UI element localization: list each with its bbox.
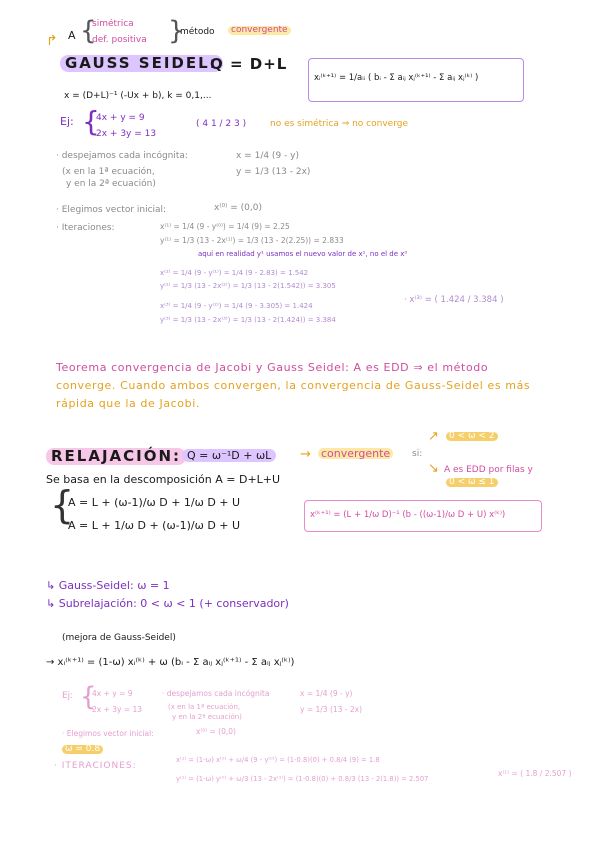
relax-result: x⁽¹⁾ = ( 1.8 / 2.507 ) bbox=[498, 769, 572, 778]
relax-si: si: bbox=[412, 449, 423, 459]
theorem-line2: converge. Cuando ambos convergen, la convergencia de Gauss-Seidel es más bbox=[56, 379, 531, 392]
relax-brace-icon: { bbox=[50, 483, 75, 527]
relax-cond2: A es EDD por filas y bbox=[444, 465, 533, 475]
theorem-line3: rápida que la de Jacobi. bbox=[56, 397, 200, 410]
relax-sys2: 2x + 3y = 13 bbox=[92, 705, 143, 714]
relax-cond3: 0 < ω ≤ 1 bbox=[446, 478, 498, 487]
curved-arrow-icon: ↱ bbox=[46, 33, 58, 49]
relax-ej-label: Ej: bbox=[62, 691, 74, 701]
convergente-top: convergente bbox=[228, 26, 291, 35]
gauss-result: · x⁽³⁾ = ( 1.424 / 3.384 ) bbox=[404, 295, 504, 305]
gauss-x-eq: x = 1/4 (9 - y) bbox=[236, 151, 299, 161]
relax-y-en: y en la 2ª ecuación) bbox=[172, 713, 242, 721]
gauss-it2: y⁽¹⁾ = 1/3 (13 - 2x⁽¹⁾) = 1/3 (13 - 2(2.25)) = 2.833 bbox=[160, 236, 344, 245]
relax-a1: A = L + (ω-1)/ω D + 1/ω D + U bbox=[68, 496, 241, 509]
theorem-line1: Teorema convergencia de Jacobi y Gauss Seidel: A es EDD ⇒ el método bbox=[56, 361, 489, 374]
relax-q: Q = ω⁻¹D + ωL bbox=[182, 449, 276, 462]
relax-box-formula: x⁽ᵏ⁺¹⁾ = (L + 1/ω D)⁻¹ (b - ((ω-1)/ω D + U) x⁽ᵏ⁾) bbox=[310, 510, 506, 520]
relax-system-brace-icon: { bbox=[80, 682, 97, 712]
relax-despejamos: · despejamos cada incógnita bbox=[162, 689, 270, 698]
gauss-y-en: y en la 2ª ecuación) bbox=[66, 179, 156, 189]
relax-x-en: (x en la 1ª ecuación, bbox=[168, 703, 241, 711]
system-brace-icon: { bbox=[82, 105, 100, 138]
gauss-ej-label: Ej: bbox=[60, 115, 74, 128]
gauss-it3: x⁽²⁾ = 1/4 (9 - y⁽¹⁾) = 1/4 (9 - 2.83) = 1.542 bbox=[160, 269, 309, 277]
relax-it1: x⁽¹⁾ = (1-ω) x⁽⁰⁾ + ω/4 (9 - y⁽⁰⁾) = (1-0.8)(0) + 0.8/4 (9) = 1.8 bbox=[176, 756, 380, 764]
relax-cond1: 0 < ω < 2 bbox=[446, 432, 498, 441]
branch-up-icon: ↗ bbox=[428, 429, 439, 444]
gauss-x-en: (x en la 1ª ecuación, bbox=[62, 167, 155, 177]
brace-close-icon: } bbox=[168, 16, 185, 46]
relax-x0: x⁽⁰⁾ = (0,0) bbox=[196, 727, 236, 736]
gauss-no-sym: no es simétrica ⇒ no converge bbox=[270, 119, 408, 129]
branch-down-icon: ↘ bbox=[428, 461, 439, 476]
brace-icon: { bbox=[80, 16, 97, 46]
relax-sub: ↳ Subrelajación: 0 < ω < 1 (+ conservador) bbox=[46, 597, 289, 610]
defpos-text: def. positiva bbox=[92, 35, 147, 45]
relax-a2: A = L + 1/ω D + (ω-1)/ω D + U bbox=[68, 519, 241, 532]
gauss-iter-formula: x = (D+L)⁻¹ (-Ux + b), k = 0,1,... bbox=[64, 91, 212, 101]
gauss-y-eq: y = 1/3 (13 - 2x) bbox=[236, 167, 311, 177]
relax-it2: y⁽¹⁾ = (1-ω) y⁽⁰⁾ + ω/3 (13 - 2x⁽¹⁾) = (1-0.8)(0) + 0.8/3 (13 - 2(1.8)) = 2.507 bbox=[176, 775, 429, 783]
relax-x-eq: x = 1/4 (9 - y) bbox=[300, 689, 353, 698]
gauss-sys2: 2x + 3y = 13 bbox=[96, 129, 157, 139]
gauss-box-formula: xᵢ⁽ᵏ⁺¹⁾ = 1/aᵢᵢ ( bᵢ - Σ aᵢⱼ xⱼ⁽ᵏ⁺¹⁾ - Σ aᵢⱼ xⱼ⁽ᵏ⁾ ) bbox=[314, 73, 479, 83]
gauss-it1: x⁽¹⁾ = 1/4 (9 - y⁽⁰⁾) = 1/4 (9) = 2.25 bbox=[160, 222, 290, 231]
relax-convergente: convergente bbox=[318, 448, 393, 459]
gauss-it5: x⁽³⁾ = 1/4 (9 - y⁽²⁾) = 1/4 (9 - 3.305) = 1.424 bbox=[160, 302, 313, 310]
gauss-it6: y⁽³⁾ = 1/3 (13 - 2x⁽³⁾) = 1/3 (13 - 2(1.424)) = 3.384 bbox=[160, 316, 336, 324]
gauss-title: GAUSS SEIDEL: bbox=[60, 55, 223, 72]
gauss-iteraciones: · Iteraciones: bbox=[56, 223, 115, 233]
relax-omega: ω = 0.8 bbox=[62, 745, 103, 754]
metodo-text: método bbox=[180, 27, 215, 37]
gauss-it4: y⁽²⁾ = 1/3 (13 - 2x⁽²⁾) = 1/3 (13 - 2(1.542)) = 3.305 bbox=[160, 282, 336, 290]
relax-elegimos: · Elegimos vector inicial: bbox=[62, 729, 154, 738]
gauss-elegimos: · Elegimos vector inicial: bbox=[56, 205, 167, 215]
a-label: A bbox=[68, 29, 76, 42]
gauss-despejamos: · despejamos cada incógnita: bbox=[56, 151, 188, 161]
simetrica-text: simétrica bbox=[92, 19, 134, 29]
relax-title: RELAJACIÓN: bbox=[46, 448, 186, 465]
gauss-matrix: ( 4 1 / 2 3 ) bbox=[196, 119, 247, 129]
gauss-x0: x⁽⁰⁾ = (0,0) bbox=[214, 203, 262, 213]
relax-formula: → xᵢ⁽ᵏ⁺¹⁾ = (1-ω) xᵢ⁽ᵏ⁾ + ω (bᵢ - Σ aᵢⱼ xⱼ⁽ᵏ⁺¹⁾ - Σ aᵢⱼ xⱼ⁽ᵏ⁾) bbox=[46, 657, 295, 668]
relax-arrow-icon: → bbox=[300, 447, 311, 462]
gauss-q: Q = D+L bbox=[210, 55, 288, 73]
relax-mejora: (mejora de Gauss-Seidel) bbox=[62, 633, 176, 643]
relax-gs: ↳ Gauss-Seidel: ω = 1 bbox=[46, 579, 170, 592]
relax-iteraciones: · ITERACIONES: bbox=[54, 761, 137, 771]
relax-y-eq: y = 1/3 (13 - 2x) bbox=[300, 705, 363, 714]
gauss-note: aquí en realidad y¹ usamos el nuevo valor de x¹, no el de x⁰ bbox=[198, 250, 408, 258]
relax-sys1: 4x + y = 9 bbox=[92, 689, 133, 698]
relax-base: Se basa en la descomposición A = D+L+U bbox=[46, 473, 281, 486]
gauss-sys1: 4x + y = 9 bbox=[96, 113, 145, 123]
